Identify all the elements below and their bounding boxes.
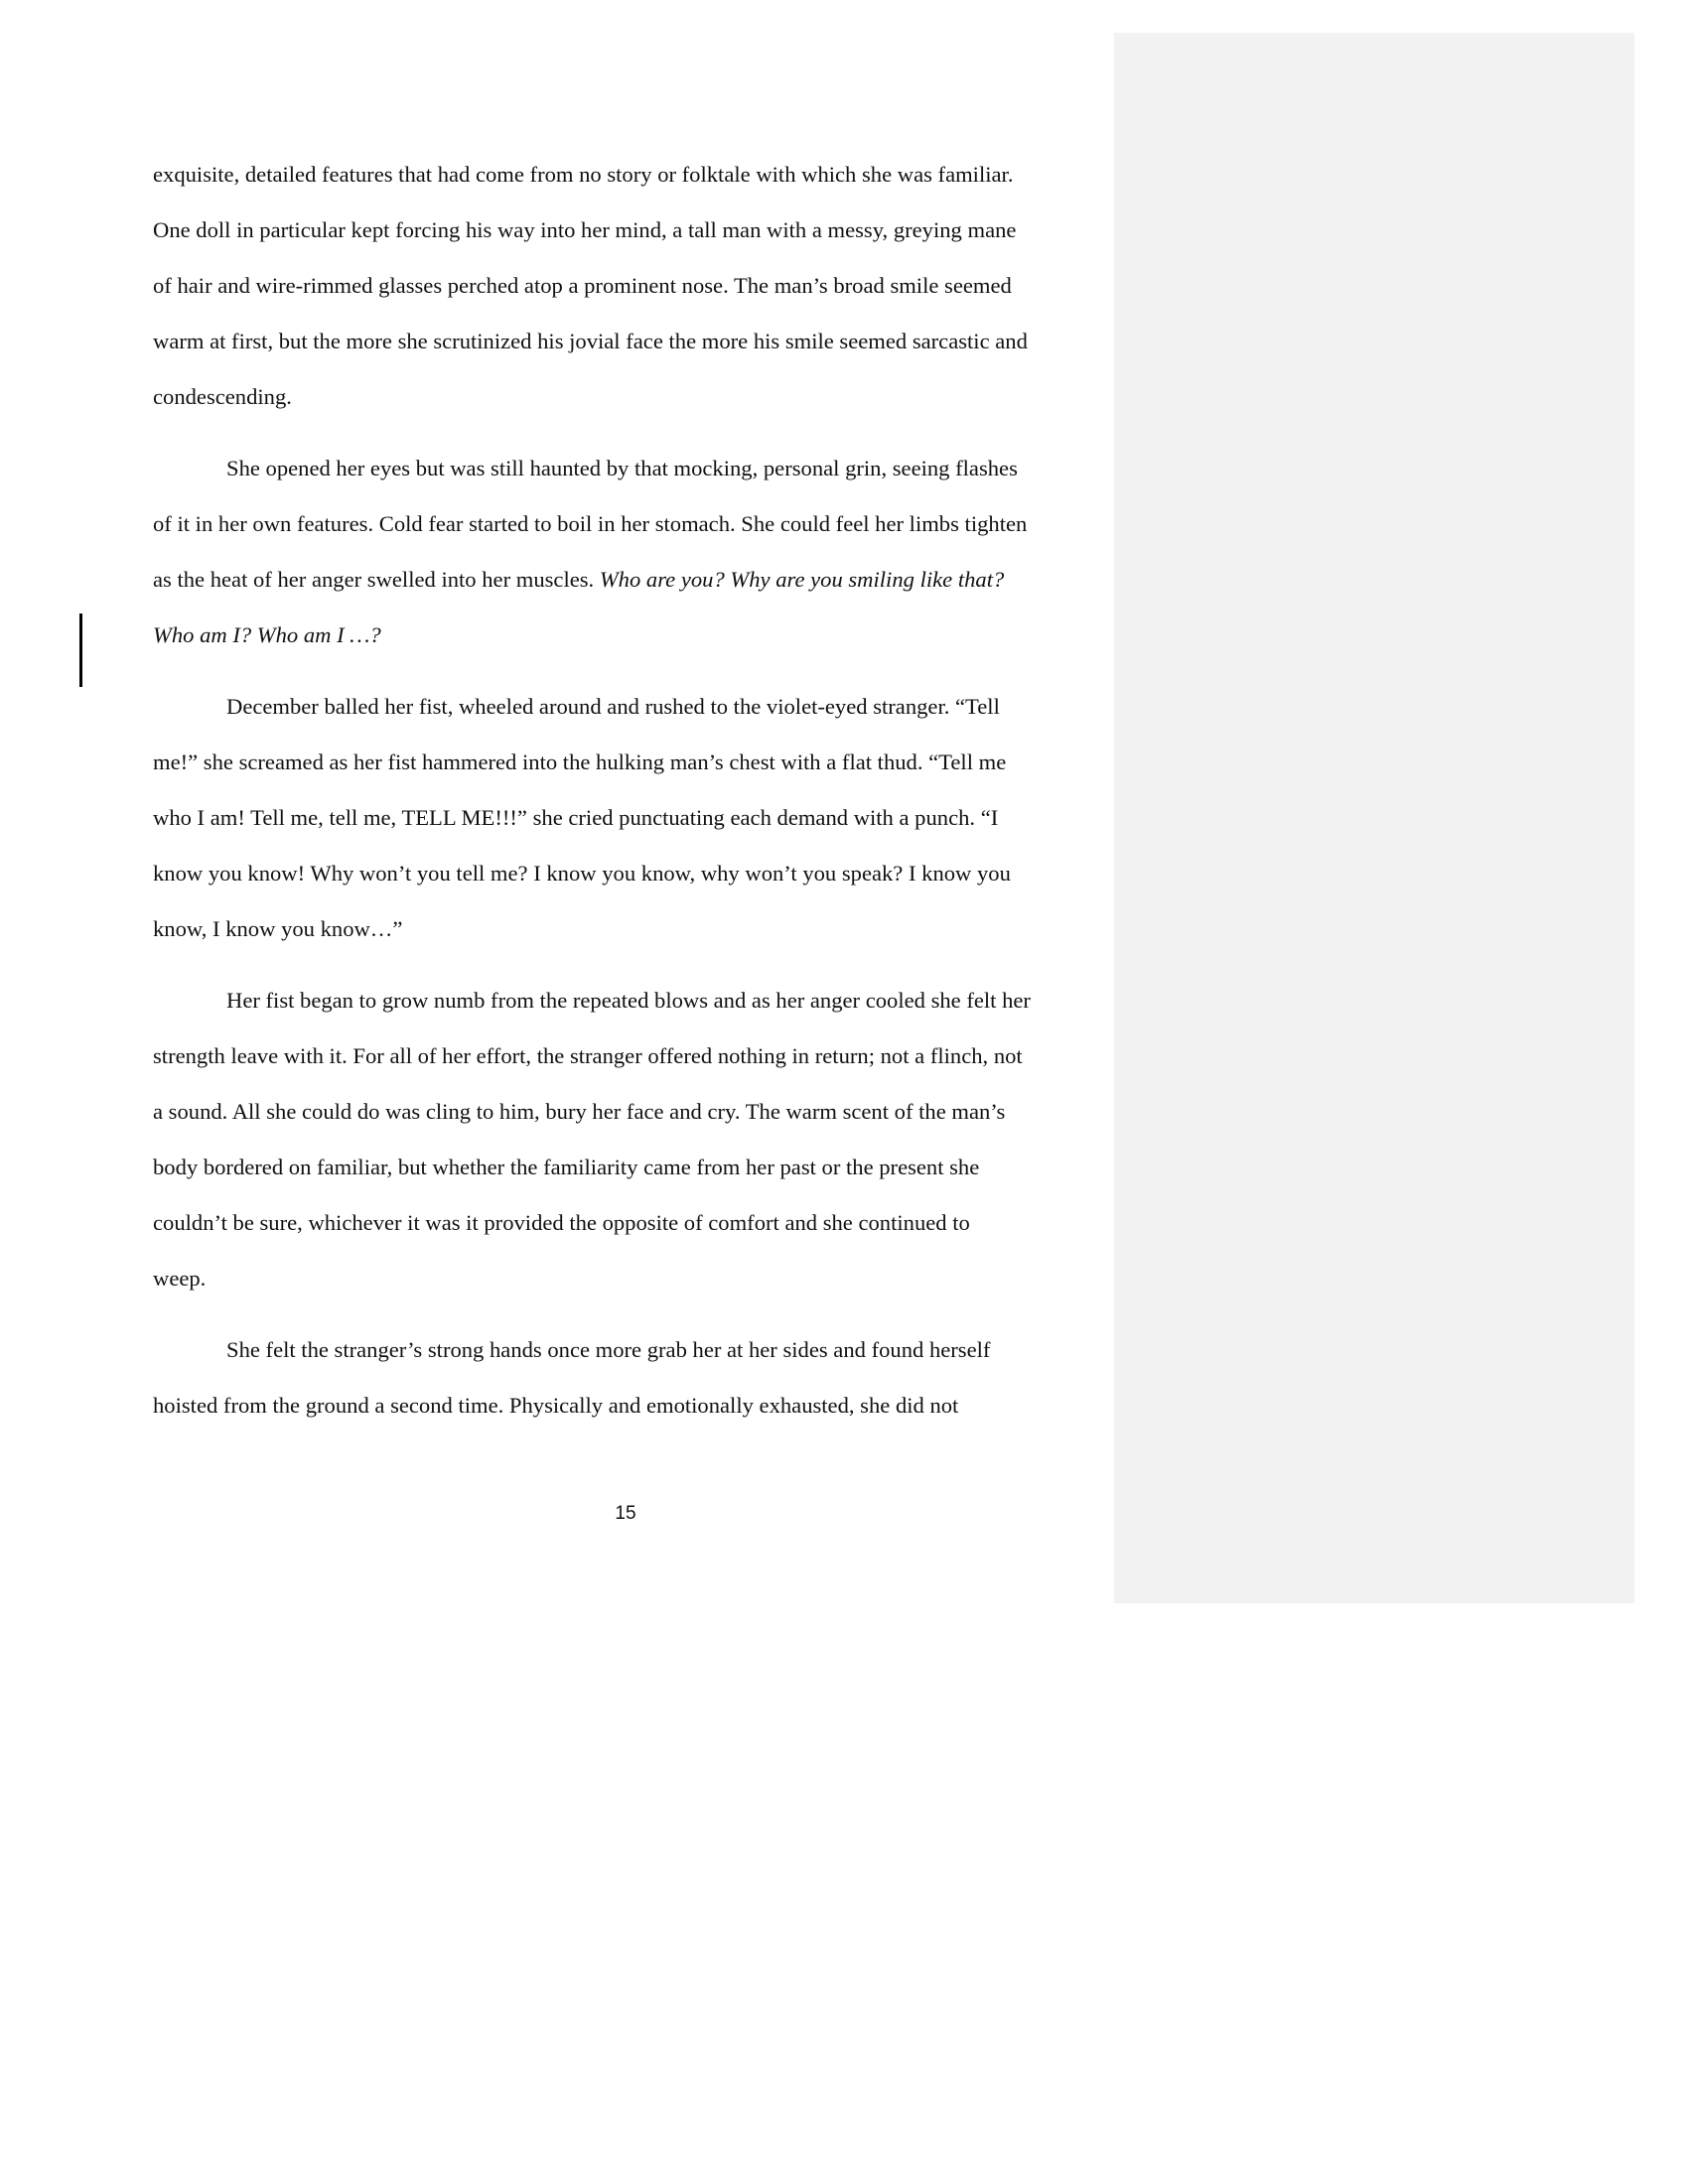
text-line: of hair and wire-rimmed glasses perched atop a prominent nose. The man’s broad smile seemed <box>153 273 1012 298</box>
text-line: December balled her fist, wheeled around and rushed to the violet-eyed stranger. “Tell <box>226 694 1000 719</box>
text-line: hoisted from the ground a second time. Physically and emotionally exhausted, she did not <box>153 1393 959 1418</box>
italic-text-run: Who are you? Why are you smiling like that? <box>599 567 1005 592</box>
text-line <box>153 608 1096 663</box>
text-line-mixed <box>153 552 1096 608</box>
paragraph-2 <box>153 441 1096 663</box>
text-line: me!” she screamed as her fist hammered into the hulking man’s chest with a flat thud. “Tell me <box>153 750 1007 774</box>
comment-pane <box>1114 33 1634 1603</box>
text-line: One doll in particular kept forcing his way into her mind, a tall man with a messy, greying mane <box>153 217 1017 242</box>
text-line: know you know! Why won’t you tell me? I know you know, why won’t you speak? I know you <box>153 861 1011 886</box>
text-line: Her fist began to grow numb from the repeated blows and as her anger cooled she felt her <box>226 988 1031 1013</box>
text-line: She opened her eyes but was still haunted by that mocking, personal grin, seeing flashes <box>226 456 1018 480</box>
text-line: body bordered on familiar, but whether the familiarity came from her past or the present she <box>153 1155 980 1179</box>
text-line: couldn’t be sure, whichever it was it provided the opposite of comfort and she continued to <box>153 1210 970 1235</box>
text-line: a sound. All she could do was cling to him, bury her face and cry. The warm scent of the man’s <box>153 1099 1006 1124</box>
text-line: of it in her own features. Cold fear started to boil in her stomach. She could feel her limbs tighten <box>153 511 1028 536</box>
text-line: weep. <box>153 1266 207 1291</box>
paragraph-4 <box>153 973 1096 1306</box>
text-line: who I am! Tell me, tell me, TELL ME!!!” she cried punctuating each demand with a punch. “I <box>153 805 999 830</box>
paragraph-5 <box>153 1322 1096 1433</box>
paragraph-3 <box>153 679 1096 957</box>
text-line: warm at first, but the more she scrutinized his jovial face the more his smile seemed sarcastic and <box>153 329 1028 353</box>
change-bar <box>79 614 82 687</box>
paragraph-1 <box>153 147 1096 425</box>
text-run: as the heat of her anger swelled into her muscles. <box>153 567 600 592</box>
page-number: 15 <box>615 1503 636 1524</box>
text-line: She felt the stranger’s strong hands once more grab her at her sides and found herself <box>226 1337 991 1362</box>
italic-text-run: Who am I? Who am I …? <box>153 622 381 647</box>
body-text <box>153 147 1096 1449</box>
text-line: exquisite, detailed features that had come from no story or folktale with which she was familiar. <box>153 162 1014 187</box>
text-line: condescending. <box>153 384 292 409</box>
text-line: strength leave with it. For all of her effort, the stranger offered nothing in return; not a flinch, not <box>153 1043 1023 1068</box>
text-line: know, I know you know…” <box>153 916 403 941</box>
